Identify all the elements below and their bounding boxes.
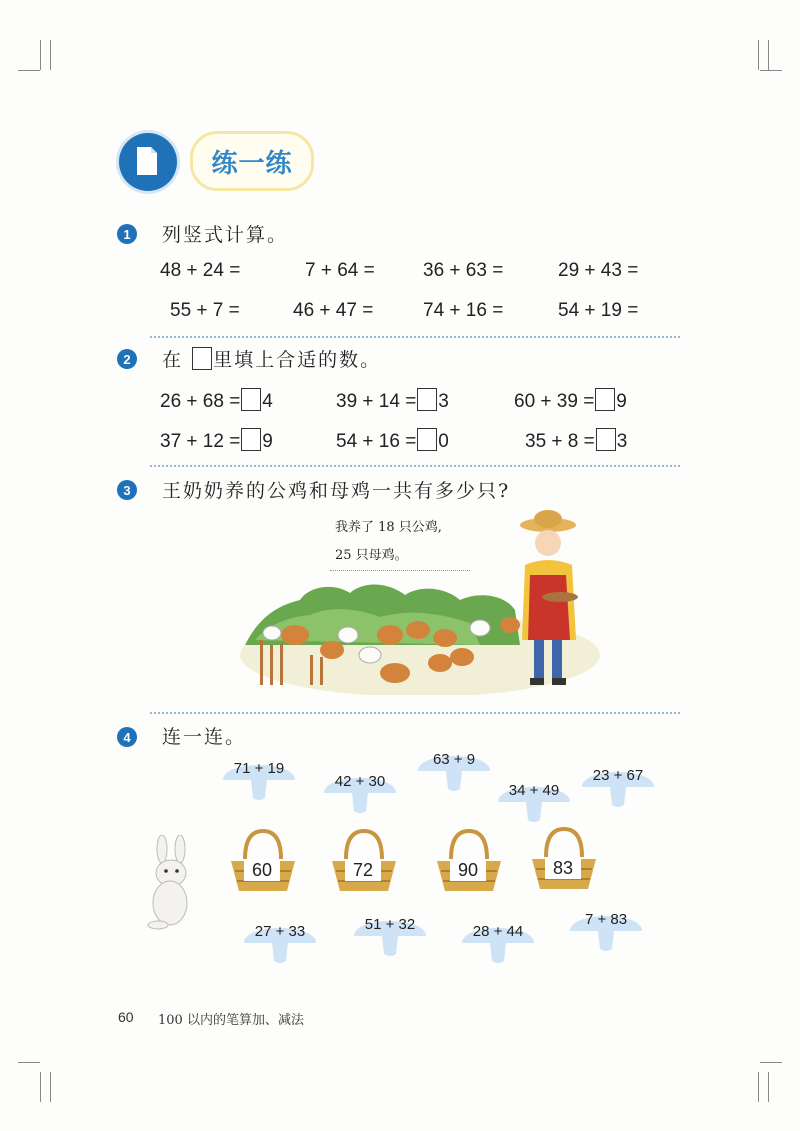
- mushroom-card[interactable]: [219, 754, 299, 804]
- expression: 7 + 64 =: [305, 260, 375, 281]
- section-title: 练一练: [190, 131, 314, 191]
- fill-in-expression: 35 + 8 = 3: [525, 428, 627, 453]
- expression: 46 + 47 =: [293, 300, 374, 321]
- question-text: 王奶奶养的公鸡和母鸡一共有多少只?: [162, 480, 511, 502]
- fill-in-expression: 60 + 39 = 9: [514, 388, 627, 413]
- question-number: 4: [117, 727, 137, 747]
- fill-in-expression: 39 + 14 = 3: [336, 388, 449, 413]
- crop-mark: [18, 70, 40, 71]
- farm-illustration: [240, 505, 605, 695]
- speech-line: 25 只母鸡。: [335, 548, 408, 563]
- expression: 74 + 16 =: [423, 300, 504, 321]
- crop-mark: [760, 1062, 782, 1063]
- mushroom-card[interactable]: [414, 745, 494, 795]
- crop-mark: [40, 1072, 41, 1102]
- speech-line: 我养了 18 只公鸡,: [335, 520, 442, 535]
- chapter-title: 100 以内的笔算加、减法: [158, 1013, 304, 1028]
- mushroom-label: 27 + 33: [254, 923, 306, 940]
- expression: 48 + 24 =: [160, 260, 241, 281]
- mushroom-card[interactable]: [240, 917, 320, 967]
- question-number: 1: [117, 224, 137, 244]
- basket-number: 90: [450, 859, 486, 881]
- mushroom-label: 7 + 83: [584, 911, 628, 928]
- mushroom-label: 51 + 32: [364, 916, 416, 933]
- question-number: 2: [117, 349, 137, 369]
- fill-in-expression: 37 + 12 = 9: [160, 428, 273, 453]
- document-icon: [119, 133, 177, 191]
- expression: 29 + 43 =: [558, 260, 639, 281]
- basket[interactable]: [528, 825, 600, 895]
- expression: 36 + 63 =: [423, 260, 504, 281]
- page-number: 60: [118, 1009, 134, 1025]
- basket[interactable]: [328, 827, 400, 897]
- answer-box[interactable]: [595, 388, 615, 411]
- mushroom-card[interactable]: [566, 905, 646, 955]
- question-text: 在 里填上合适的数。: [162, 349, 382, 371]
- basket-number: 60: [244, 859, 280, 881]
- answer-box[interactable]: [241, 428, 261, 451]
- divider: [150, 336, 680, 338]
- mushroom-label: 42 + 30: [334, 773, 386, 790]
- answer-box[interactable]: [417, 428, 437, 451]
- fill-in-expression: 54 + 16 = 0: [336, 428, 449, 453]
- crop-mark: [758, 40, 759, 70]
- mushroom-label: 28 + 44: [472, 923, 524, 940]
- basket[interactable]: [433, 827, 505, 897]
- divider: [150, 712, 680, 714]
- crop-mark: [768, 1072, 769, 1102]
- crop-mark: [50, 1072, 51, 1102]
- fill-in-expression: 26 + 68 = 4: [160, 388, 273, 413]
- crop-mark: [50, 40, 51, 70]
- answer-box[interactable]: [596, 428, 616, 451]
- mushroom-label: 63 + 9: [432, 751, 476, 768]
- answer-box: [192, 347, 212, 370]
- crop-mark: [760, 70, 782, 71]
- crop-mark: [758, 1072, 759, 1102]
- crop-mark: [40, 40, 41, 70]
- basket[interactable]: [227, 827, 299, 897]
- rabbit-illustration: [140, 835, 200, 931]
- answer-box[interactable]: [417, 388, 437, 411]
- crop-mark: [18, 1062, 40, 1063]
- basket-number: 72: [345, 859, 381, 881]
- crop-mark: [768, 40, 769, 70]
- mushroom-card[interactable]: [494, 776, 574, 826]
- expression: 54 + 19 =: [558, 300, 639, 321]
- mushroom-card[interactable]: [350, 910, 430, 960]
- answer-box[interactable]: [241, 388, 261, 411]
- mushroom-card[interactable]: [458, 917, 538, 967]
- basket-number: 83: [545, 857, 581, 879]
- mushroom-card[interactable]: [578, 761, 658, 811]
- mushroom-label: 34 + 49: [508, 782, 560, 799]
- question-text: 连一连。: [162, 726, 247, 748]
- divider: [150, 465, 680, 467]
- mushroom-label: 23 + 67: [592, 767, 644, 784]
- expression: 55 + 7 =: [170, 300, 240, 321]
- mushroom-card[interactable]: [320, 767, 400, 817]
- question-number: 3: [117, 480, 137, 500]
- question-text: 列竖式计算。: [162, 224, 289, 246]
- mushroom-label: 71 + 19: [233, 760, 285, 777]
